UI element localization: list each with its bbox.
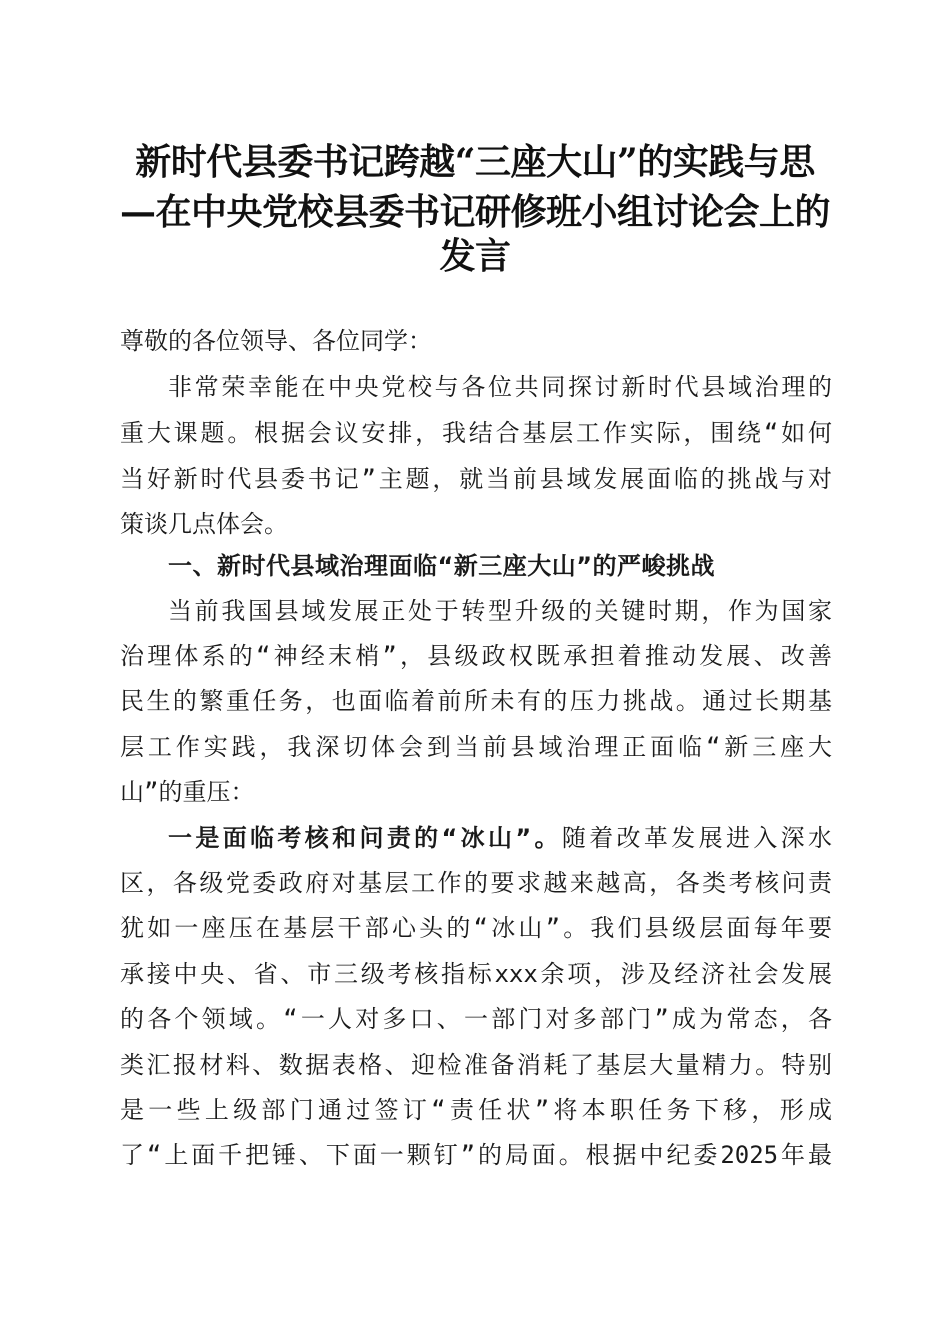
point-1-lead: 一是面临考核和问责的“冰山”。 bbox=[168, 824, 562, 852]
section-1-line-1: 当前我国县域发展正处于转型升级的关键时期，作为国家 bbox=[168, 597, 832, 625]
point-1-line-5: 的各个领域。“一人对多口、一部门对多部门”成为常态，各 bbox=[120, 1005, 832, 1033]
section-1-line-3: 民生的繁重任务，也面临着前所未有的压力挑战。通过长期基 bbox=[120, 687, 832, 715]
intro-line-4: 策谈几点体会。 bbox=[120, 510, 288, 538]
section-1-line-4: 层工作实践，我深切体会到当前县域治理正面临“新三座大 bbox=[120, 733, 832, 761]
point-1-first-rest: 随着改革发展进入深水 bbox=[561, 824, 833, 852]
section-1-line-2: 治理体系的“神经末梢”，县级政权既承担着推动发展、改善 bbox=[120, 642, 832, 670]
point-1-line-6: 类汇报材料、数据表格、迎检准备消耗了基层大量精力。特别 bbox=[120, 1051, 832, 1079]
section-1-heading: 一、新时代县域治理面临“新三座大山”的严峻挑战 bbox=[168, 552, 716, 580]
document-title-line-1: 新时代县委书记跨越“三座大山”的实践与思 bbox=[135, 141, 815, 183]
point-1-line-2: 区，各级党委政府对基层工作的要求越来越高，各类考核问责 bbox=[120, 869, 832, 897]
point-1-line-4: 承接中央、省、市三级考核指标xxx余项，涉及经济社会发展 bbox=[120, 960, 832, 988]
salutation: 尊敬的各位领导、各位同学： bbox=[120, 327, 432, 355]
document-title-line-2: —在中央党校县委书记研修班小组讨论会上的 bbox=[119, 191, 830, 233]
section-1-line-5: 山”的重压： bbox=[120, 778, 255, 806]
point-1-line-7: 是一些上级部门通过签订“责任状”将本职任务下移，形成 bbox=[120, 1096, 832, 1124]
document-title-line-3: 发言 bbox=[439, 235, 511, 277]
point-1-line-1 bbox=[168, 823, 832, 853]
intro-line-2: 重大课题。根据会议安排，我结合基层工作实际，围绕“如何 bbox=[120, 419, 832, 447]
intro-line-3: 当好新时代县委书记”主题，就当前县域发展面临的挑战与对 bbox=[120, 465, 832, 493]
point-1-line-8: 了“上面千把锤、下面一颗钉”的局面。根据中纪委2025年最 bbox=[120, 1141, 832, 1169]
point-1-line-3: 犹如一座压在基层干部心头的“冰山”。我们县级层面每年要 bbox=[120, 914, 832, 942]
intro-line-1: 非常荣幸能在中央党校与各位共同探讨新时代县域治理的 bbox=[168, 373, 832, 401]
